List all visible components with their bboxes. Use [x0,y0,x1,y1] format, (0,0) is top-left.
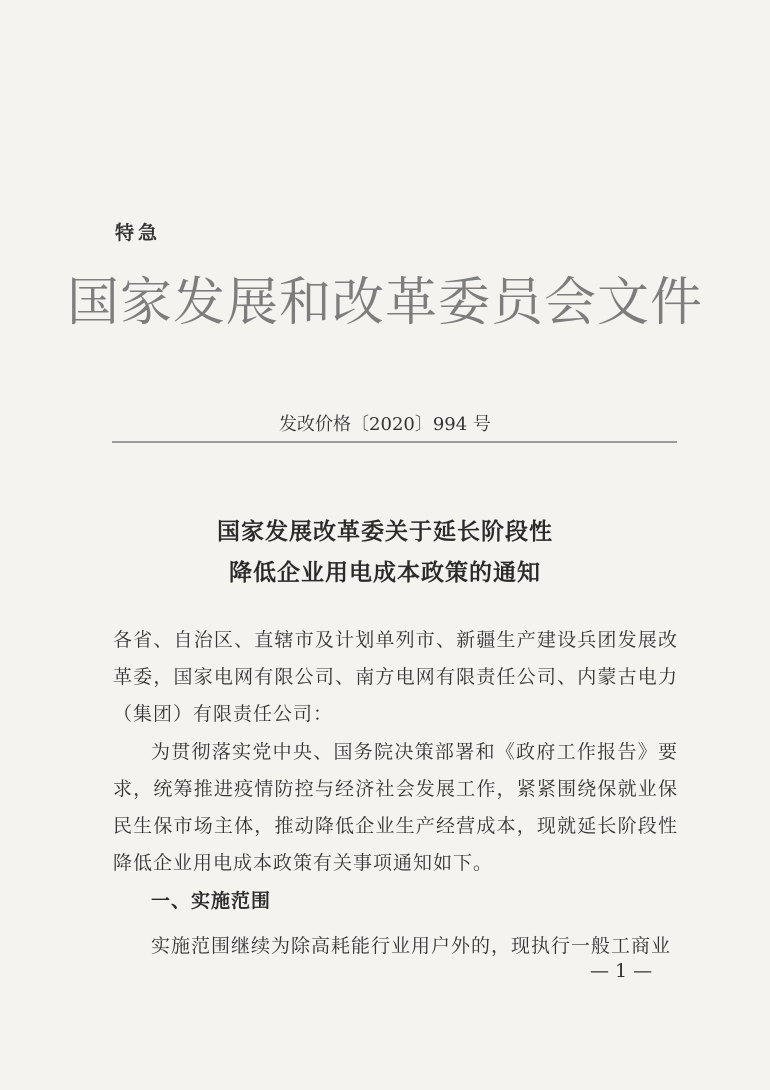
body-paragraph: 为贯彻落实党中央、国务院决策部署和《政府工作报告》要求，统筹推进疫情防控与经济社会发展工作，紧紧围绕保就业保民生保市场主体，推动降低企业生产经营成本，现就延长阶段性降低企业用电成本政策有关事项通知如下。 [113,741,678,874]
section-1-heading: 一、实施范围 [151,890,272,912]
title-line-2: 降低企业用电成本政策的通知 [229,560,541,586]
document-number: 发改价格〔2020〕994 号 [279,414,491,435]
issuing-organization-header: 国家发展和改革委员会文件 [66,273,703,333]
header-divider-line [112,441,677,443]
section-1-text: 实施范围继续为除高耗能行业用户外的，现执行一般工商业 [151,935,672,957]
urgency-label: 特急 [115,222,162,244]
page-number: — 1 — [590,960,653,982]
title-line-1: 国家发展改革委关于延长阶段性 [217,519,553,545]
addressees-paragraph: 各省、自治区、直辖市及计划单列市、新疆生产建设兵团发展改革委，国家电网有限公司、南方电网有限责任公司、内蒙古电力（集团）有限责任公司： [113,629,678,725]
document-title [0,512,770,594]
